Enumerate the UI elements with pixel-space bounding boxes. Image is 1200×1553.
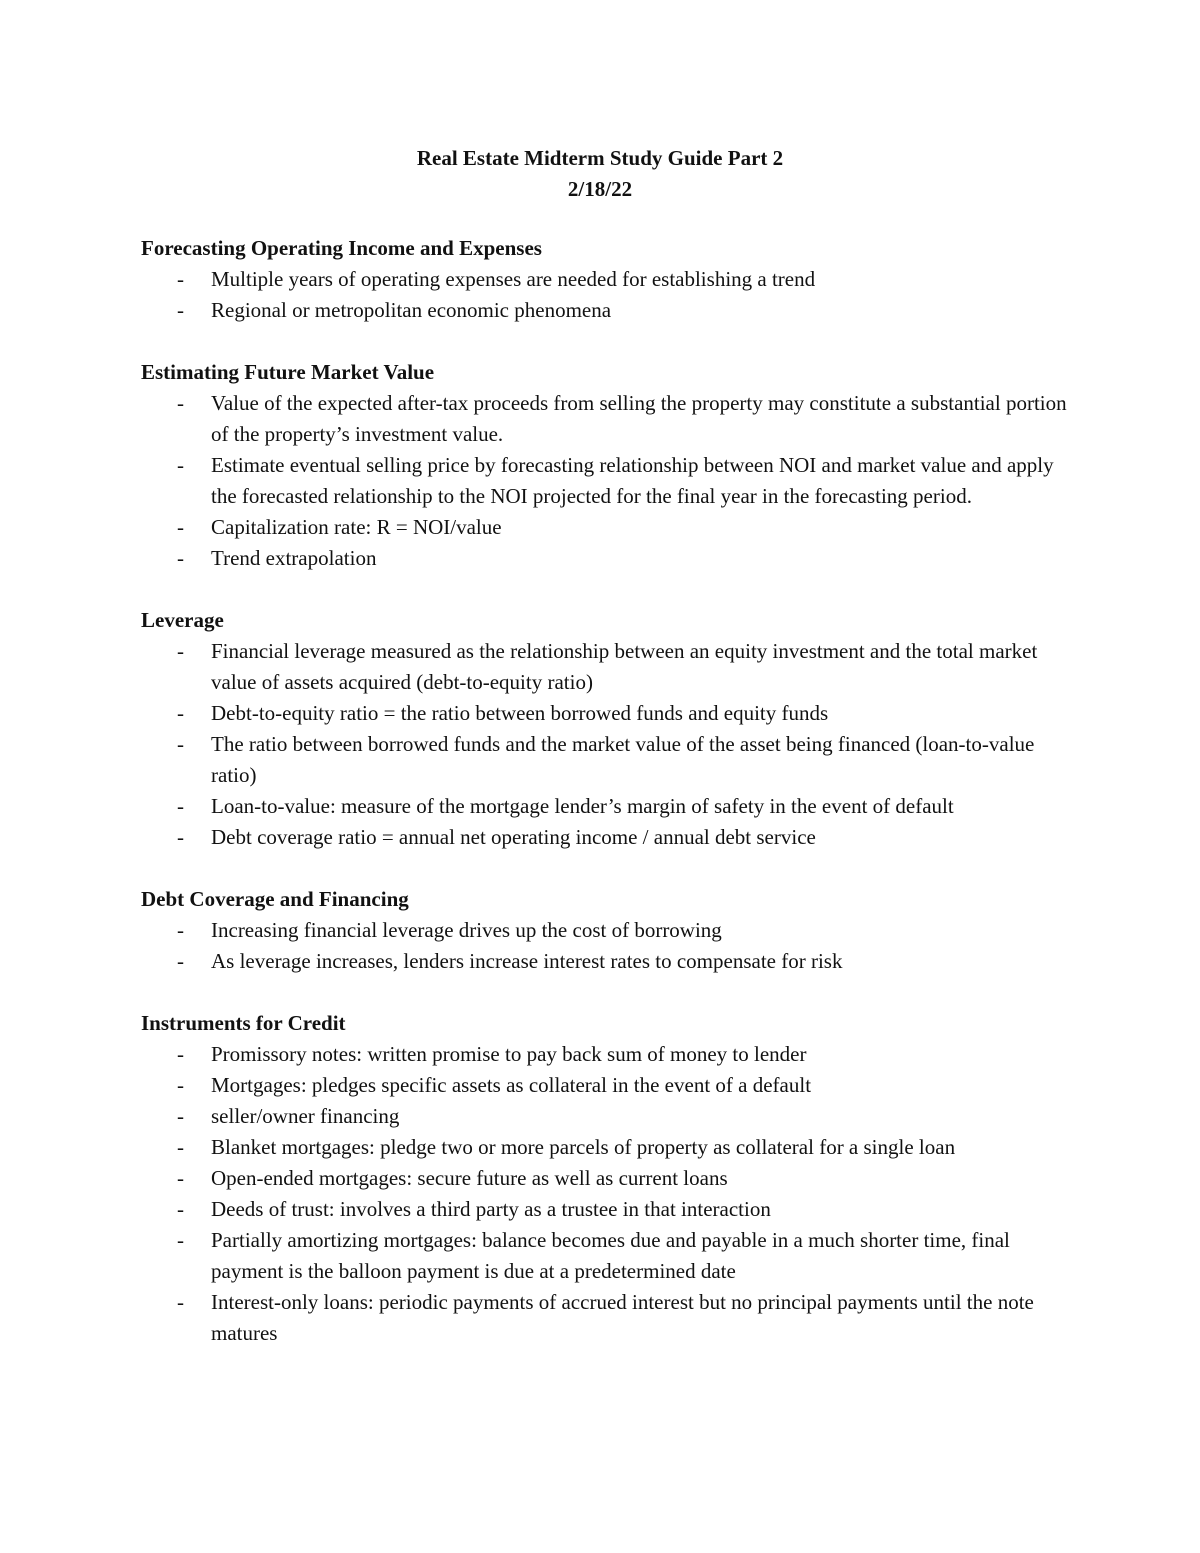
list-item-text: Increasing financial leverage drives up the cost of borrowing [211, 918, 722, 942]
document-body [141, 233, 1081, 1380]
list-item-text: Debt-to-equity ratio = the ratio between borrowed funds and equity funds [211, 701, 829, 725]
section-heading: Instruments for Credit [141, 1011, 346, 1035]
document-date: 2/18/22 [567, 177, 633, 201]
dash-bullet: - [177, 701, 184, 725]
dash-bullet: - [177, 1135, 184, 1159]
dash-bullet: - [177, 515, 184, 539]
list-item [141, 264, 1081, 295]
dash-bullet: - [177, 918, 184, 942]
section [141, 357, 1081, 574]
list-item-text: Blanket mortgages: pledge two or more parcels of property as collateral for a single loan [211, 1135, 956, 1159]
section [141, 1008, 1081, 1349]
dash-bullet: - [177, 391, 184, 415]
bullet-list [141, 636, 1081, 853]
list-item-text: Open-ended mortgages: secure future as well as current loans [211, 1166, 728, 1190]
dash-bullet: - [177, 732, 184, 756]
list-item [141, 822, 1081, 853]
list-item [141, 1101, 1081, 1132]
list-item [141, 698, 1081, 729]
dash-bullet: - [177, 267, 184, 291]
list-item-text: Interest-only loans: periodic payments of accrued interest but no principal payments until the note matures [211, 1290, 1034, 1345]
section-heading: Debt Coverage and Financing [141, 887, 409, 911]
list-item-text: Estimate eventual selling price by forecasting relationship between NOI and market value and apply the forecasted relationship to the NOI projected for the final year in the forecasting period. [211, 453, 1054, 508]
dash-bullet: - [177, 949, 184, 973]
dash-bullet: - [177, 1042, 184, 1066]
bullet-list [141, 1039, 1081, 1349]
section-heading: Estimating Future Market Value [141, 360, 435, 384]
dash-bullet: - [177, 1228, 184, 1252]
list-item-text: seller/owner financing [211, 1104, 400, 1128]
list-item [141, 1287, 1081, 1349]
dash-bullet: - [177, 794, 184, 818]
section-heading: Leverage [141, 608, 224, 632]
document-header [0, 143, 1200, 205]
list-item-text: Trend extrapolation [211, 546, 377, 570]
list-item [141, 946, 1081, 977]
dash-bullet: - [177, 1104, 184, 1128]
list-item [141, 1039, 1081, 1070]
list-item [141, 295, 1081, 326]
list-item-text: Loan-to-value: measure of the mortgage lender’s margin of safety in the event of default [211, 794, 954, 818]
list-item [141, 543, 1081, 574]
list-item-text: Mortgages: pledges specific assets as collateral in the event of a default [211, 1073, 812, 1097]
section [141, 605, 1081, 853]
dash-bullet: - [177, 298, 184, 322]
list-item [141, 1132, 1081, 1163]
dash-bullet: - [177, 1197, 184, 1221]
dash-bullet: - [177, 1166, 184, 1190]
list-item [141, 915, 1081, 946]
list-item-text: Partially amortizing mortgages: balance becomes due and payable in a much shorter time, final payment is the balloon payment is due at a predetermined date [211, 1228, 1010, 1283]
list-item-text: Value of the expected after-tax proceeds from selling the property may constitute a substantial portion of the property’s investment value. [211, 391, 1067, 446]
list-item [141, 512, 1081, 543]
list-item-text: As leverage increases, lenders increase interest rates to compensate for risk [211, 949, 843, 973]
list-item-text: The ratio between borrowed funds and the market value of the asset being financed (loan-to-value ratio) [211, 732, 1035, 787]
document-title: Real Estate Midterm Study Guide Part 2 [416, 146, 784, 170]
section-heading: Forecasting Operating Income and Expenses [141, 236, 542, 260]
list-item [141, 791, 1081, 822]
list-item [141, 450, 1081, 512]
section [141, 233, 1081, 326]
list-item-text: Debt coverage ratio = annual net operating income / annual debt service [211, 825, 816, 849]
bullet-list [141, 264, 1081, 326]
list-item [141, 729, 1081, 791]
list-item-text: Promissory notes: written promise to pay back sum of money to lender [211, 1042, 807, 1066]
bullet-list [141, 915, 1081, 977]
dash-bullet: - [177, 453, 184, 477]
list-item [141, 1163, 1081, 1194]
dash-bullet: - [177, 1290, 184, 1314]
list-item-text: Capitalization rate: R = NOI/value [211, 515, 502, 539]
list-item-text: Financial leverage measured as the relationship between an equity investment and the total market value of assets acquired (debt-to-equity ratio) [211, 639, 1038, 694]
list-item [141, 1070, 1081, 1101]
list-item-text: Multiple years of operating expenses are needed for establishing a trend [211, 267, 816, 291]
dash-bullet: - [177, 546, 184, 570]
dash-bullet: - [177, 639, 184, 663]
dash-bullet: - [177, 825, 184, 849]
list-item [141, 1225, 1081, 1287]
list-item [141, 388, 1081, 450]
bullet-list [141, 388, 1081, 574]
list-item [141, 1194, 1081, 1225]
list-item-text: Regional or metropolitan economic phenomena [211, 298, 612, 322]
section [141, 884, 1081, 977]
dash-bullet: - [177, 1073, 184, 1097]
list-item [141, 636, 1081, 698]
list-item-text: Deeds of trust: involves a third party as a trustee in that interaction [211, 1197, 771, 1221]
